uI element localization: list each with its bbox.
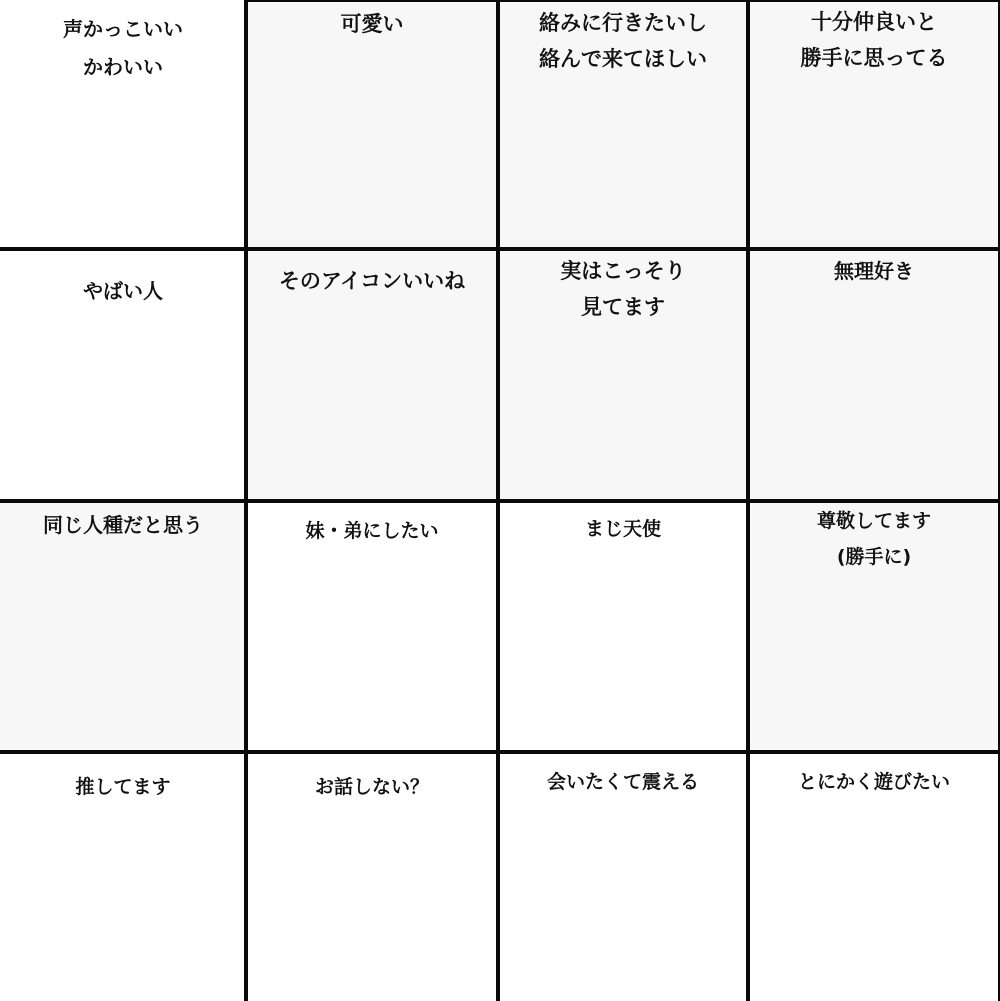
- cell-label-line: かわいい: [83, 55, 163, 79]
- grid-cell: [246, 501, 498, 752]
- cell-label: [748, 255, 1000, 287]
- grid-cell: [498, 501, 748, 752]
- cell-label: [498, 513, 748, 545]
- cell-label-line: 絡んで来てほしい: [539, 47, 707, 71]
- grid-line-horizontal: [0, 247, 1000, 251]
- cell-label-line: 可愛い: [340, 12, 404, 36]
- cell-label: [0, 771, 246, 803]
- cell-label-line: まじ天使: [584, 518, 661, 540]
- grid-cell: [748, 752, 1000, 1001]
- grid-cell: [748, 501, 1000, 752]
- cell-label: [748, 503, 1000, 575]
- grid-cell: [748, 0, 1000, 249]
- grid-cell: [246, 0, 498, 249]
- grid-cell: [748, 249, 1000, 501]
- grid-cell: [0, 249, 246, 501]
- cell-label: [0, 10, 246, 86]
- cell-label-line: 絡みに行きたいし: [539, 11, 707, 35]
- cell-label: [246, 515, 498, 547]
- grid-cell: [498, 752, 748, 1001]
- cell-label: [498, 253, 748, 325]
- cell-label-line: 見てます: [581, 295, 665, 319]
- grid-cell: [0, 752, 246, 1001]
- cell-label: [246, 265, 498, 297]
- cell-label: [748, 4, 1000, 76]
- cell-label-line: 声かっこいい: [63, 17, 183, 41]
- grid-border-top: [244, 0, 1000, 2]
- grid-cell: [246, 752, 498, 1001]
- grid-line-horizontal: [0, 499, 1000, 503]
- grid-cell: [498, 249, 748, 501]
- cell-label: [498, 5, 748, 77]
- cell-label-line: そのアイコンいいね: [278, 269, 466, 293]
- grid-cell: [0, 0, 246, 249]
- cell-label: [748, 766, 1000, 798]
- cell-label-line: 妹・弟にしたい: [305, 520, 439, 542]
- cell-label: [0, 275, 246, 307]
- cell-label-line: 推してます: [75, 776, 171, 798]
- cell-label: [246, 771, 498, 803]
- cell-label: [0, 509, 246, 541]
- cell-label-line: 同じ人種だと思う: [43, 513, 203, 537]
- cell-label-line: 勝手に思ってる: [800, 46, 948, 70]
- cell-label-line: やばい人: [83, 279, 163, 303]
- grid-line-horizontal: [0, 750, 1000, 754]
- grid-cell: [0, 501, 246, 752]
- cell-label: [246, 8, 498, 40]
- cell-label-line: 尊敬してます: [816, 510, 931, 532]
- grid-cell: [246, 249, 498, 501]
- cell-label-line: とにかく遊びたい: [797, 771, 950, 793]
- cell-label: [498, 766, 748, 798]
- cell-label-line: 会いたくて震える: [546, 771, 699, 793]
- grid-cell: [498, 0, 748, 249]
- cell-label-line: お話しない？: [314, 776, 429, 798]
- cell-label-line: (勝手に): [836, 546, 912, 568]
- cell-label-line: 十分仲良いと: [811, 10, 937, 34]
- cell-label-line: 無理好き: [834, 259, 914, 283]
- cell-label-line: 実はこっそり: [560, 259, 686, 283]
